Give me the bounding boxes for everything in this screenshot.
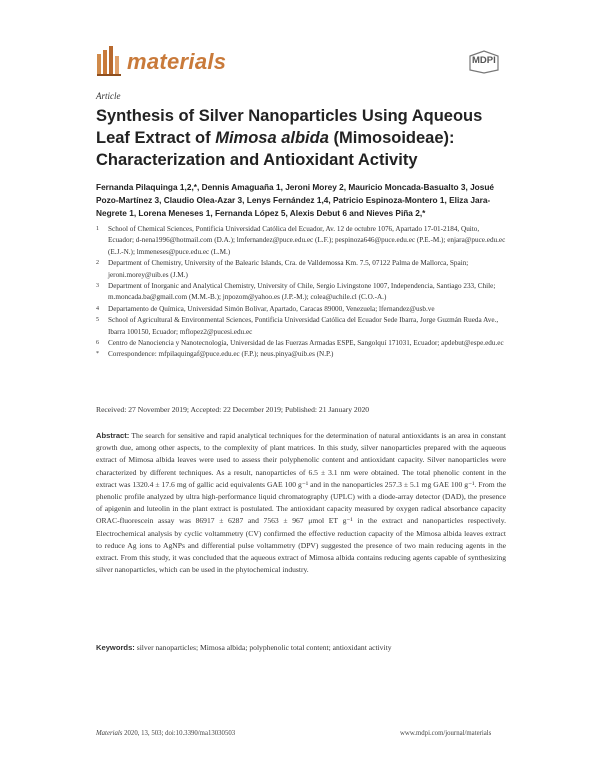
title-part1: Synthesis of Silver Nanoparticles Using Aqueous Leaf Extract of [96,107,483,147]
publication-dates: Received: 27 November 2019; Accepted: 22 December 2019; Published: 21 January 2020 [96,405,370,414]
journal-url[interactable]: www.mdpi.com/journal/materials [400,730,492,737]
title-part2: (Mimosoideae): Characterization and Antioxidant Activity [96,129,455,169]
citation-details: 2020, 13, 503; doi:10.3390/ma13030503 [122,730,236,737]
keywords-label: Keywords: [96,643,135,652]
abstract [96,430,506,576]
affiliation-item: 1 School of Chemical Sciences, Pontificia Universidad Católica del Ecuador, Av. 12 de octubre 1076, Apartado 17-01-2184, Quito, Ecuador; d-nena1996@hotmail.com (D.A.); lmfernandez@puce.edu.ec (L.F.); pespinoza646@puce.edu.ec (P.E.-M.); enjara@puce.edu.ec (E.J.-N.); lmmeneses@puce.edu.ec (L.M.) [96,225,506,256]
abstract-text: The search for sensitive and rapid analytical techniques for the determination of natural antioxidants is an area in constant growth due, among other aspects, to the complexity of plant matrices. In this study, silver nanoparticles prepared with the aqueous extract of Mimosa albida leaves were used to assess their polyphenolic content and antioxidant capacity. Silver nanoparticles were characterized by different techniques. As a result, nanoparticles of 6.5 ± 3.1 nm were obtained. The total phenolic content in the extract was 1320.4 ± 17.6 mg of gallic acid equivalents GAE 100 g⁻¹ and in the nanoparticles 257.3 ± 5.1 mg GAE 100 g⁻¹. From the phenolic profile analyzed by ultra high-performance liquid chromatography (UPLC) with a diode-array detector (DAD), the presence of apigenin and luteolin in the plant extract is postulated. The antioxidant capacity measured by oxygen radical absorbance capacity ORAC-fluorescein assay was 86917 ± 6287 and 7563 ± 967 μmol ET g⁻¹ in the extract and nanoparticles respectively. Electrochemical analysis by cyclic voltammetry (CV) confirmed the effective reduction capacity of the Mimosa albida leaves extract to reduce Ag ions to AgNPs and differential pulse voltammetry (DPV) suggested the presence of two main reducing agents in the extract. From this study, it was concluded that the aqueous extract of Mimosa albida contains reducing agents capable of synthesizing silver nanoparticles, which can be used in the phytochemical industry. [96,431,506,575]
author-list: Fernanda Pilaquinga 1,2,*, Dennis Amaguaña 1, Jeroni Morey 2, Mauricio Moncada-Basualto 3, Josué Pozo-Martínez 3, Claudio Olea-Azar 3, Lenys Fernández 1,4, Patricio Espinoza-Montero 1, Eliza Jara-Negrete 1, Lorena Meneses 1, Fernanda López 5, Alexis Debut 6 and Nieves Piña 2,* [96,182,495,218]
article-type: Article [96,91,121,101]
publisher-name: MDPI [472,55,496,66]
journal-name: materials [127,49,227,74]
citation-footer [96,730,235,737]
correspondence: * Correspondence: mfpilaquingaf@puce.edu.ec (F.P.); neus.pinya@uib.es (N.P.) [96,350,334,359]
affiliation-item: 5 School of Agricultural & Environmental Sciences, Pontificia Universidad Católica del Ecuador Sede Ibarra, Jorge Guzmán Rueda Ave., Ibarra 100150, Ecuador; mflopez2@pucesi.edu.ec [96,316,499,336]
materials-logo-icon [96,44,122,76]
abstract-label: Abstract: [96,431,130,440]
article-title [96,105,516,171]
keywords [96,643,506,652]
title-species: Mimosa albida [215,129,329,147]
citation-journal: Materials [96,730,123,737]
affiliations [96,224,506,361]
keywords-text: silver nanoparticles; Mimosa albida; polyphenolic total content; antioxidant activity [136,643,392,652]
affiliation-item: 3 Department of Inorganic and Analytical Chemistry, University of Chile, Sergio Livingstone 1007, Independencia, Santiago 233, Chile; m.moncada.ba@gmail.com (M.M.-B.); jnpozom@yahoo.es (J.P.-M.); colea@uchile.cl (C.O.-A.) [96,282,496,302]
affiliation-item: 4 Departamento de Química, Universidad Simón Bolívar, Apartado, Caracas 89000, Venezuela; lfernandez@usb.ve [96,304,435,313]
affiliation-item: 6 Centro de Nanociencia y Nanotecnología, Universidad de las Fuerzas Armadas ESPE, Sangolquí 171031, Ecuador; apdebut@espe.edu.ec [96,339,504,348]
affiliation-item: 2 Department of Chemistry, University of the Balearic Islands, Cra. de Valldemossa Km. 7.5, 07122 Palma de Mallorca, Spain; jeroni.morey@uib.es (J.M.) [96,259,469,279]
